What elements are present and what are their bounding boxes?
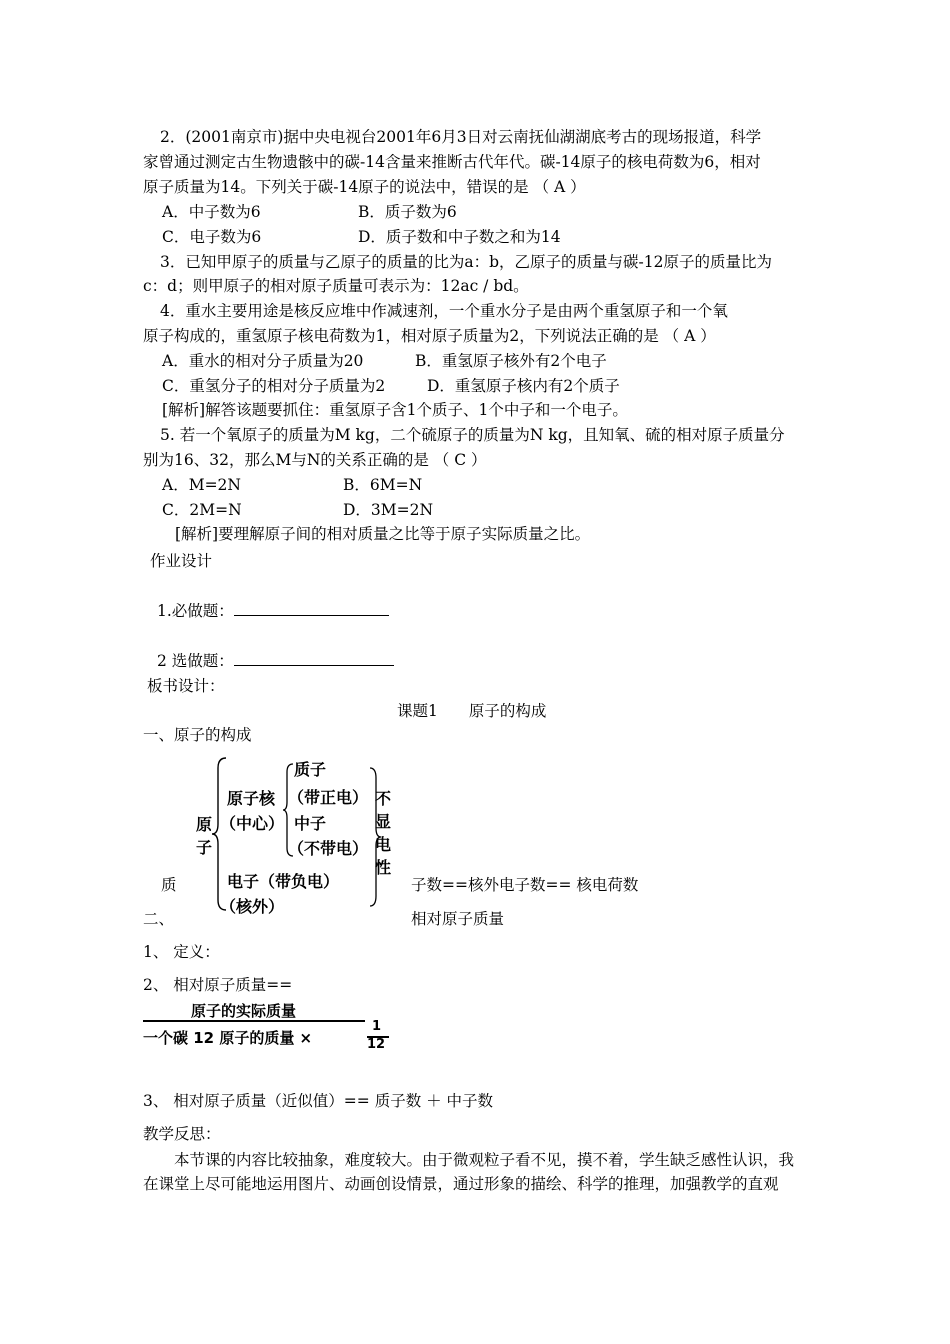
approx-formula: 3、 相对原子质量（近似值）== 质子数 ＋ 中子数 bbox=[143, 1092, 494, 1110]
formula-denominator: 一个碳 12 原子的质量 × bbox=[143, 1029, 313, 1047]
proton-label: 质子 bbox=[294, 760, 327, 779]
neutral-label bbox=[374, 787, 392, 879]
neutral-char-3: 电 bbox=[374, 835, 391, 854]
neutral-char-1: 不 bbox=[374, 789, 391, 808]
small-fraction-denominator: 12 bbox=[367, 1037, 386, 1052]
q3-line1: 3．已知甲原子的质量与乙原子的质量的比为a：b，乙原子的质量与碳-12原子的质量比为 bbox=[160, 253, 772, 271]
outside-label: （核外） bbox=[220, 897, 285, 916]
q4-line1: 4．重水主要用途是核反应堆中作减速剂，一个重水分子是由两个重氢原子和一个氧 bbox=[160, 302, 728, 320]
q4-analysis: [解析]解答该题要抓住：重氢原子含1个质子、1个中子和一个电子。 bbox=[162, 401, 628, 419]
required-label: 1.必做题： bbox=[157, 602, 234, 620]
relative-atomic-mass-formula bbox=[143, 1000, 403, 1058]
formula-numerator: 原子的实际质量 bbox=[191, 1002, 297, 1020]
q4-option-b: B．重氢原子核外有2个电子 bbox=[415, 352, 607, 370]
q4-line2: 原子构成的，重氢原子核电荷数为1，相对原子质量为2，下列说法正确的是 （ A ） bbox=[143, 327, 716, 345]
neutron-label: 中子 bbox=[294, 814, 327, 833]
q5-option-b: B．6M=N bbox=[343, 476, 423, 494]
q2-option-a: A．中子数为6 bbox=[162, 203, 261, 221]
q4-option-c: C．重氢分子的相对分子质量为2 bbox=[162, 377, 386, 395]
section2-title: 相对原子质量 bbox=[411, 910, 505, 928]
zhi-char: 质 bbox=[161, 876, 177, 894]
q5-line1: 5. 若一个氧原子的质量为M kg，二个硫原子的质量为N kg，且知氧、硫的相对原子质量分 bbox=[160, 426, 785, 444]
section2-heading: 二、 bbox=[143, 910, 175, 928]
board-title: 板书设计： bbox=[147, 677, 225, 695]
q2-line1: 2．(2001南京市)据中央电视台2001年6月3日对云南抚仙湖湖底考古的现场报道，科学 bbox=[160, 128, 762, 146]
atom-structure-diagram bbox=[190, 756, 410, 916]
q5-analysis: [解析]要理解原子间的相对质量之比等于原子实际质量之比。 bbox=[175, 525, 591, 543]
q2-line3: 原子质量为14。下列关于碳-14原子的说法中，错误的是 （ A ） bbox=[143, 178, 586, 196]
section1-heading: 一、原子的构成 bbox=[143, 726, 252, 744]
nucleus-label: 原子核 bbox=[227, 789, 276, 808]
proton-charge-label: （带正电） bbox=[288, 788, 369, 807]
q2-option-d: D．质子数和中子数之和为14 bbox=[358, 228, 561, 246]
formula-label: 2、 相对原子质量== bbox=[143, 976, 293, 994]
center-label: （中心） bbox=[220, 814, 285, 833]
homework-optional bbox=[157, 650, 394, 671]
electron-label: 电子（带负电） bbox=[227, 872, 340, 891]
q2-option-c: C．电子数为6 bbox=[162, 228, 262, 246]
q4-option-d: D．重氢原子核内有2个质子 bbox=[427, 377, 620, 395]
q5-option-d: D．3M=2N bbox=[343, 501, 434, 519]
neutral-char-4: 性 bbox=[374, 858, 391, 877]
optional-label: 2 选做题： bbox=[157, 652, 234, 670]
neutral-char-2: 显 bbox=[374, 812, 391, 831]
q4-option-a: A．重水的相对分子质量为20 bbox=[162, 352, 364, 370]
q5-option-a: A．M=2N bbox=[162, 476, 241, 494]
q5-option-c: C．2M=N bbox=[162, 501, 242, 519]
formula-fraction-line bbox=[143, 1020, 365, 1022]
small-fraction-numerator: 1 bbox=[372, 1019, 382, 1034]
atom-char-1: 原 bbox=[195, 815, 212, 834]
definition-label: 1、 定义： bbox=[143, 943, 220, 961]
q2-line2: 家曾通过测定古生物遗骸中的碳-14含量来推断古代年代。碳-14原子的核电荷数为6，相对 bbox=[143, 153, 761, 171]
atom-char-2: 子 bbox=[195, 838, 212, 857]
q3-line2: c：d；则甲原子的相对原子质量可表示为：12ac / bd。 bbox=[143, 277, 529, 295]
relation-text: 子数==核外电子数== 核电荷数 bbox=[411, 876, 639, 894]
q2-option-b: B．质子数为6 bbox=[358, 203, 457, 221]
reflection-title: 教学反思： bbox=[143, 1125, 221, 1143]
neutron-charge-label: （不带电） bbox=[288, 839, 369, 858]
reflection-line2: 在课堂上尽可能地运用图片、动画创设情景，通过形象的描绘、科学的推理，加强教学的直观 bbox=[143, 1175, 779, 1193]
optional-blank bbox=[234, 650, 394, 666]
reflection-line1: 本节课的内容比较抽象，难度较大。由于微观粒子看不见，摸不着，学生缺乏感性认识，我 bbox=[143, 1151, 795, 1169]
lesson-title: 课题1 原子的构成 bbox=[397, 702, 547, 720]
q5-line2: 别为16、32，那么M与N的关系正确的是 （ C ） bbox=[143, 451, 487, 469]
homework-title: 作业设计 bbox=[150, 552, 213, 570]
homework-required bbox=[157, 600, 389, 621]
required-blank bbox=[234, 600, 389, 616]
